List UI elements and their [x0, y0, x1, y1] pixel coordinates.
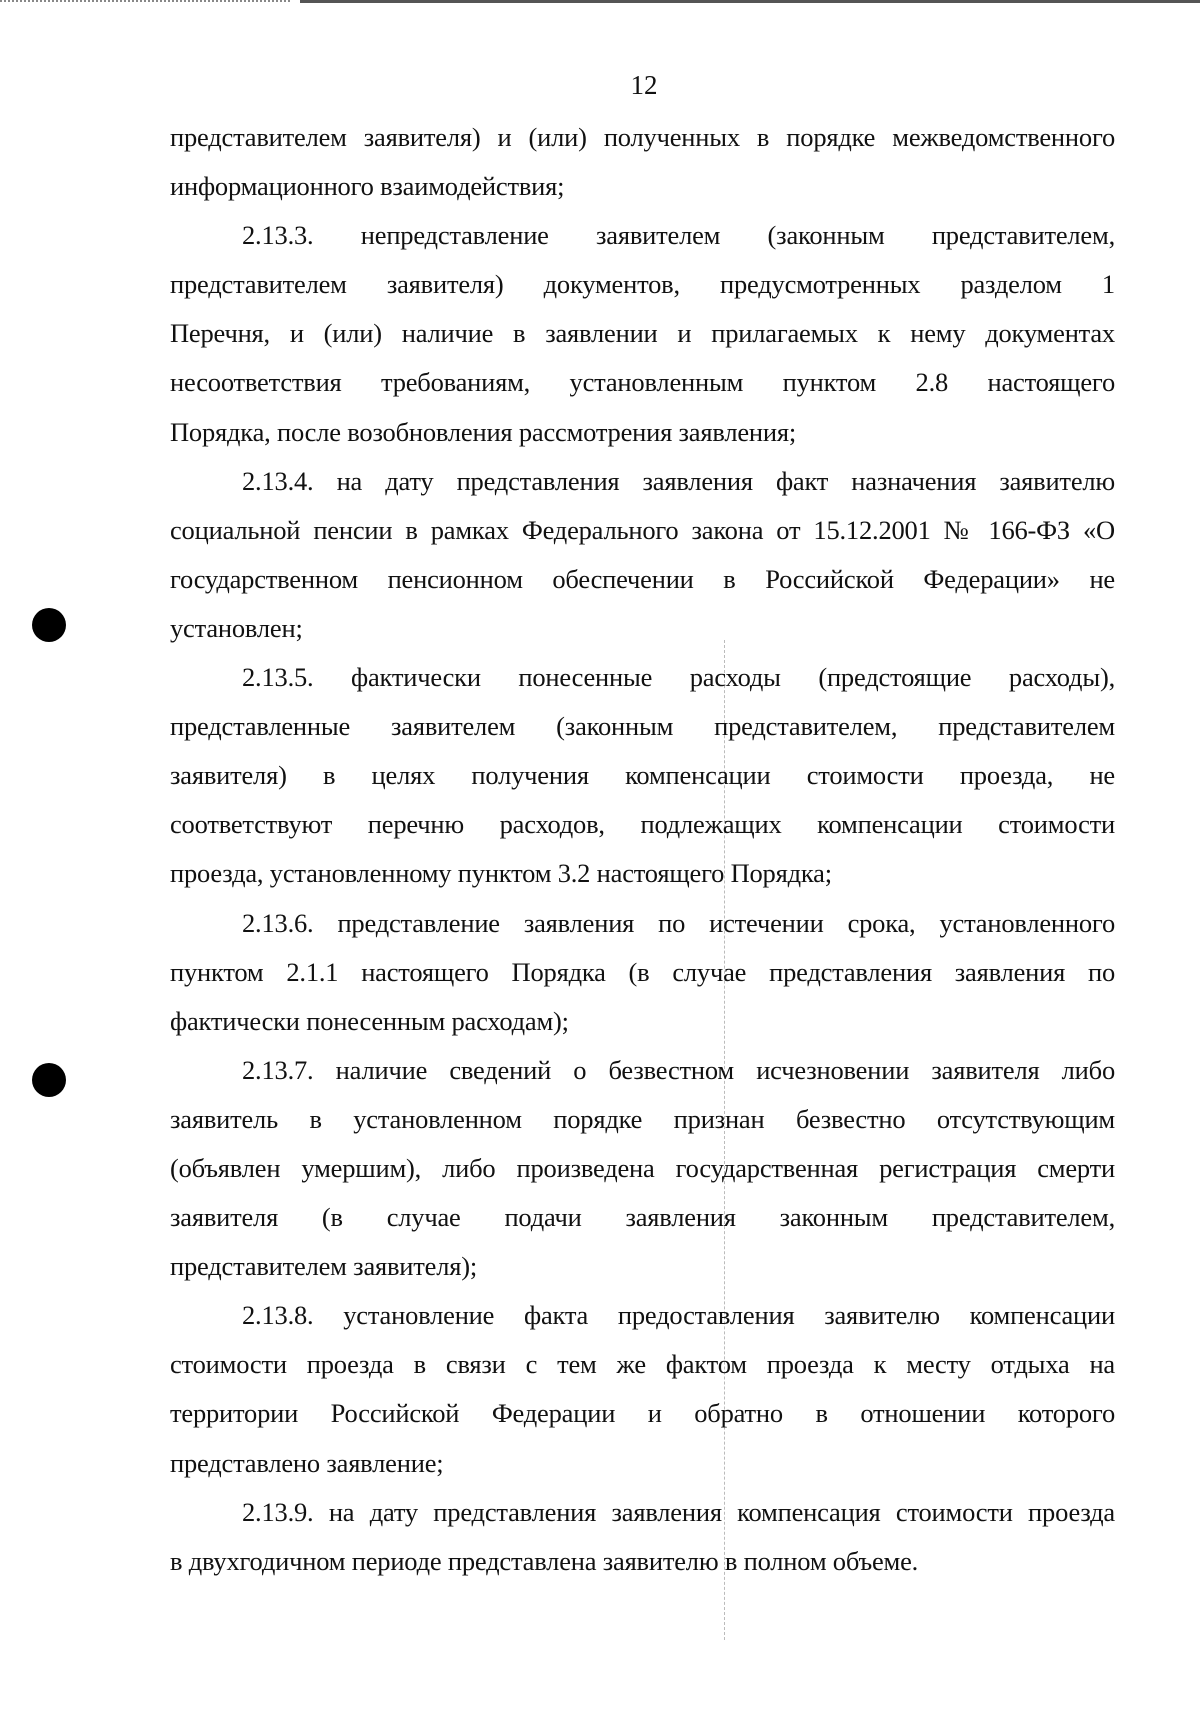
paragraph-line: Порядка, после возобновления рассмотрения заявления; — [170, 416, 797, 447]
binder-hole — [32, 1063, 66, 1097]
paragraph-line: 2.13.5. фактически понесенные расходы (предстоящие расходы), — [242, 662, 1115, 693]
paragraph-line: Перечня, и (или) наличие в заявлении и прилагаемых к нему документах — [170, 318, 1115, 349]
paragraph-line: 2.13.8. установление факта предоставления заявителю компенсации — [242, 1300, 1115, 1331]
scan-edge-mark — [0, 0, 290, 4]
paragraph-line: информационного взаимодействия; — [170, 171, 565, 202]
paragraph-line: 2.13.9. на дату представления заявления компенсация стоимости проезда — [242, 1496, 1115, 1527]
paragraph-line: представлено заявление; — [170, 1447, 444, 1478]
paragraph-line: несоответствия требованиям, установленным пунктом 2.8 настоящего — [170, 367, 1115, 398]
paragraph-line: представителем заявителя); — [170, 1251, 478, 1282]
paragraph-line: соответствуют перечню расходов, подлежащих компенсации стоимости — [170, 809, 1115, 840]
paragraph-line: 2.13.3. непредставление заявителем (законным представителем, — [242, 220, 1115, 251]
paragraph-line: заявитель в установленном порядке признан безвестно отсутствующим — [170, 1103, 1115, 1134]
paragraph-line: стоимости проезда в связи с тем же фактом проезда к месту отдыха на — [170, 1349, 1115, 1380]
paragraph-line: представителем заявителя) документов, предусмотренных разделом 1 — [170, 269, 1115, 300]
paragraph-line: представителем заявителя) и (или) полученных в порядке межведомственного — [170, 122, 1115, 152]
paragraph-line: фактически понесенным расходам); — [170, 1005, 569, 1036]
paragraph-line: проезда, установленному пунктом 3.2 настоящего Порядка; — [170, 858, 832, 889]
paragraph-line: заявителя) в целях получения компенсации стоимости проезда, не — [170, 760, 1115, 791]
paragraph-line: территории Российской Федерации и обратно в отношении которого — [170, 1398, 1115, 1429]
paragraph-line: 2.13.4. на дату представления заявления факт назначения заявителю — [242, 465, 1115, 496]
paragraph-line: государственном пенсионном обеспечении в Российской Федерации» не — [170, 563, 1115, 594]
document-body — [170, 113, 1115, 1586]
page-number: 12 — [630, 70, 658, 100]
paragraph-line: 2.13.6. представление заявления по истечении срока, установленного — [242, 907, 1115, 938]
paragraph-line: представленные заявителем (законным представителем, представителем — [170, 711, 1115, 742]
paragraph-line: заявителя (в случае подачи заявления законным представителем, — [170, 1202, 1115, 1233]
paragraph-line: 2.13.7. наличие сведений о безвестном исчезновении заявителя либо — [242, 1054, 1115, 1085]
paragraph-line: в двухгодичном периоде представлена заявителю в полном объеме. — [170, 1545, 919, 1576]
paragraph-line: пунктом 2.1.1 настоящего Порядка (в случае представления заявления по — [170, 956, 1115, 987]
paragraph-line: установлен; — [170, 612, 303, 643]
paragraph-line: (объявлен умершим), либо произведена государственная регистрация смерти — [170, 1152, 1115, 1183]
scan-edge-line — [300, 0, 1200, 3]
paragraph-line: социальной пенсии в рамках Федерального закона от 15.12.2001 № 166-ФЗ «О — [170, 514, 1115, 545]
binder-hole — [32, 608, 66, 642]
